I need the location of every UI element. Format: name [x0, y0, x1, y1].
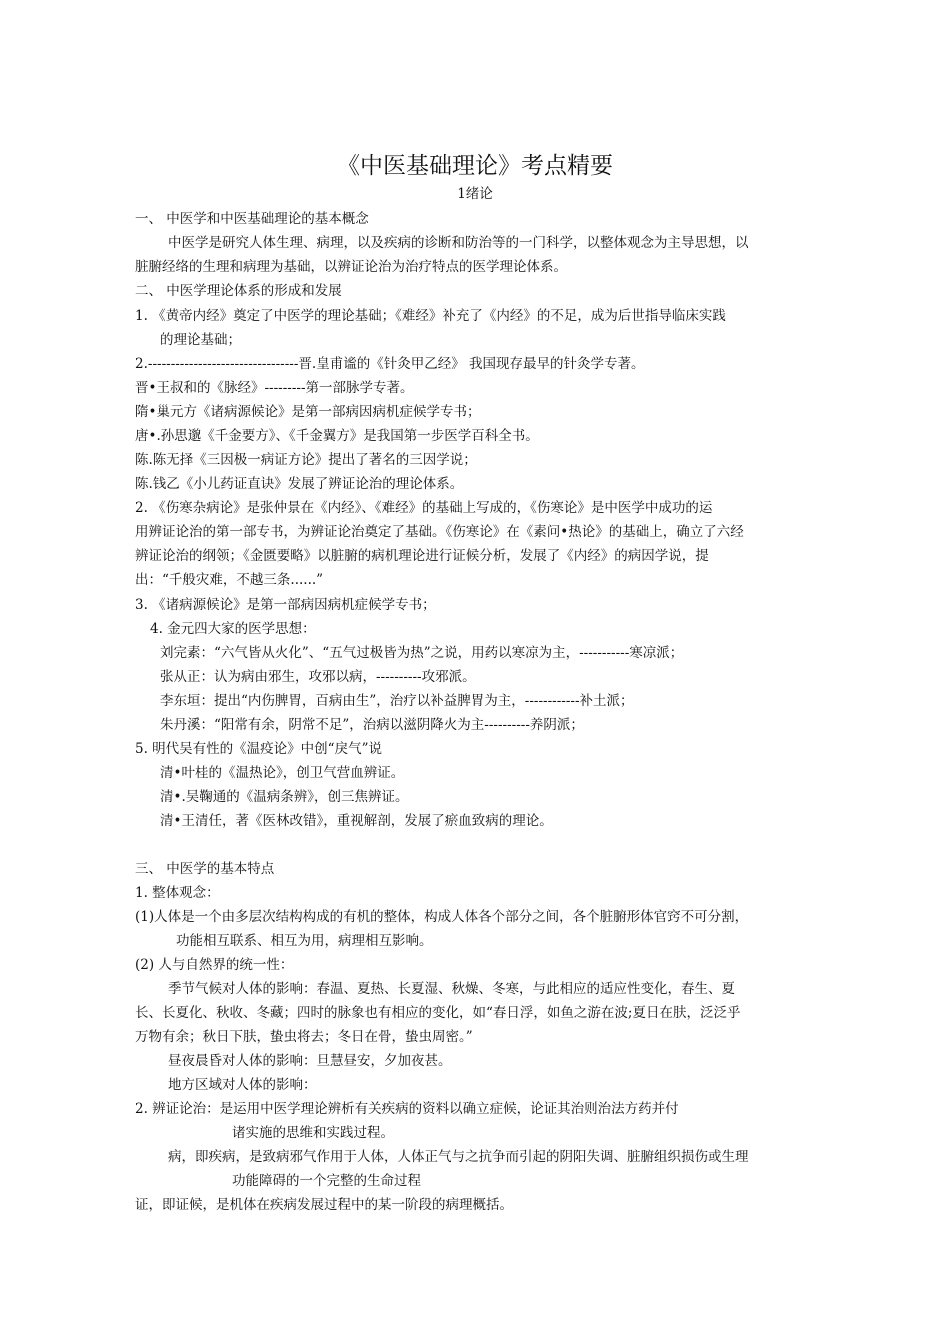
list-item-continuation: 的理论基础； — [160, 332, 241, 348]
paragraph-line: 隋•巢元方《诸病源候论》是第一部病因病机症候学专书； — [135, 404, 481, 420]
paragraph-line: 陈.钱乙《小儿药证直诀》发展了辨证论治的理论体系。 — [135, 476, 464, 492]
paragraph-line: 晋•王叔和的《脉经》---------第一部脉学专著。 — [135, 380, 414, 396]
paragraph-line: 用辨证论治的第一部专书，为辨证论治奠定了基础。《伤寒论》在《素问•热论》的基础上，确立了六经 — [135, 524, 744, 540]
list-item: 2. 《伤寒杂病论》是张仲景在《内经》、《难经》的基础上写成的，《伤寒论》是中医学中成功的运 — [135, 500, 713, 516]
paragraph-line: 出：“千般灾难，不越三条......” — [135, 572, 324, 588]
list-item: 2.---------------------------------晋.皇甫谧的《针灸甲乙经》 我国现存最早的针灸学专著。 — [135, 356, 645, 372]
paragraph-line: 张从正：认为病由邪生，攻邪以病，----------攻邪派。 — [160, 669, 476, 685]
paragraph-line: 辨证论治的纲领；《金匮要略》以脏腑的病机理论进行证候分析，发展了《内经》的病因学说，提 — [135, 548, 709, 564]
paragraph-line: 万物有余；秋日下肤，蛰虫将去；冬日在骨，蛰虫周密。” — [135, 1029, 473, 1045]
paragraph-line: 地方区域对人体的影响： — [168, 1077, 317, 1093]
section-heading-3: 三、 中医学的基本特点 — [135, 861, 275, 877]
list-item: 4. 金元四大家的医学思想： — [150, 621, 316, 637]
list-item: (1)人体是一个由多层次结构构成的有机的整体，构成人体各个部分之间，各个脏腑形体官窍不可分割， — [135, 909, 749, 925]
section-heading-1: 一、 中医学和中医基础理论的基本概念 — [135, 211, 369, 227]
paragraph-line: 季节气候对人体的影响：春温、夏热、长夏湿、秋燥、冬寒，与此相应的适应性变化，春生、夏 — [168, 981, 735, 997]
list-item: 3. 《诸病源候论》是第一部病因病机症候学专书； — [135, 597, 436, 613]
paragraph-line: 清•叶桂的《温热论》，创卫气营血辨证。 — [160, 765, 405, 781]
list-item: 2. 辨证论治：是运用中医学理论辨析有关疾病的资料以确立症候，论证其治则治法方药并付 — [135, 1101, 679, 1117]
list-item: 1. 整体观念： — [135, 885, 220, 901]
paragraph-line: 昼夜晨昏对人体的影响：旦慧昼安，夕加夜甚。 — [168, 1053, 452, 1069]
list-item-continuation: 诸实施的思维和实践过程。 — [232, 1125, 394, 1141]
document-title: 《中医基础理论》考点精要 — [337, 153, 613, 179]
list-item: 1. 《黄帝内经》奠定了中医学的理论基础；《难经》补充了《内经》的不足，成为后世指导临床实践 — [135, 308, 726, 324]
chapter-heading: 1绪论 — [457, 186, 493, 202]
paragraph-line: 唐•.孙思邈《千金要方》、《千金翼方》是我国第一步医学百科全书。 — [135, 428, 539, 444]
list-item-continuation: 功能相互联系、相互为用，病理相互影响。 — [176, 933, 433, 949]
list-item: (2) 人与自然界的统一性： — [135, 957, 294, 973]
paragraph-line: 朱丹溪：“阳常有余，阴常不足”，治病以滋阴降火为主----------养阴派； — [160, 717, 584, 733]
paragraph-line: 脏腑经络的生理和病理为基础，以辨证论治为治疗特点的医学理论体系。 — [135, 259, 567, 275]
paragraph-line: 证，即证候，是机体在疾病发展过程中的某一阶段的病理概括。 — [135, 1197, 513, 1213]
paragraph-line: 长、长夏化、秋收、冬藏；四时的脉象也有相应的变化，如“春日浮，如鱼之游在波;夏日在肤，泛泛乎 — [135, 1005, 741, 1021]
paragraph-line: 陈.陈无择《三因极一病证方论》提出了著名的三因学说； — [135, 452, 477, 468]
paragraph-line: 病，即疾病，是致病邪气作用于人体，人体正气与之抗争而引起的阴阳失调、脏腑组织损伤或生理 — [168, 1149, 749, 1165]
paragraph-line: 刘完素：“六气皆从火化”、“五气过极皆为热”之说，用药以寒凉为主，-----------寒凉派； — [160, 645, 684, 661]
paragraph-line: 清•王清任，著《医林改错》，重视解剖，发展了瘀血致病的理论。 — [160, 813, 553, 829]
paragraph-line: 李东垣：提出“内伤脾胃，百病由生”，治疗以补益脾胃为主，------------补土派； — [160, 693, 634, 709]
paragraph-line: 中医学是研究人体生理、病理，以及疾病的诊断和防治等的一门科学，以整体观念为主导思想，以 — [168, 235, 749, 251]
paragraph-line: 清•.吴鞠通的《温病条辨》，创三焦辨证。 — [160, 789, 409, 805]
list-item: 5. 明代吴有性的《温疫论》中创“戾气”说 — [135, 741, 382, 757]
section-heading-2: 二、 中医学理论体系的形成和发展 — [135, 283, 342, 299]
paragraph-line: 功能障碍的一个完整的生命过程 — [232, 1173, 421, 1189]
